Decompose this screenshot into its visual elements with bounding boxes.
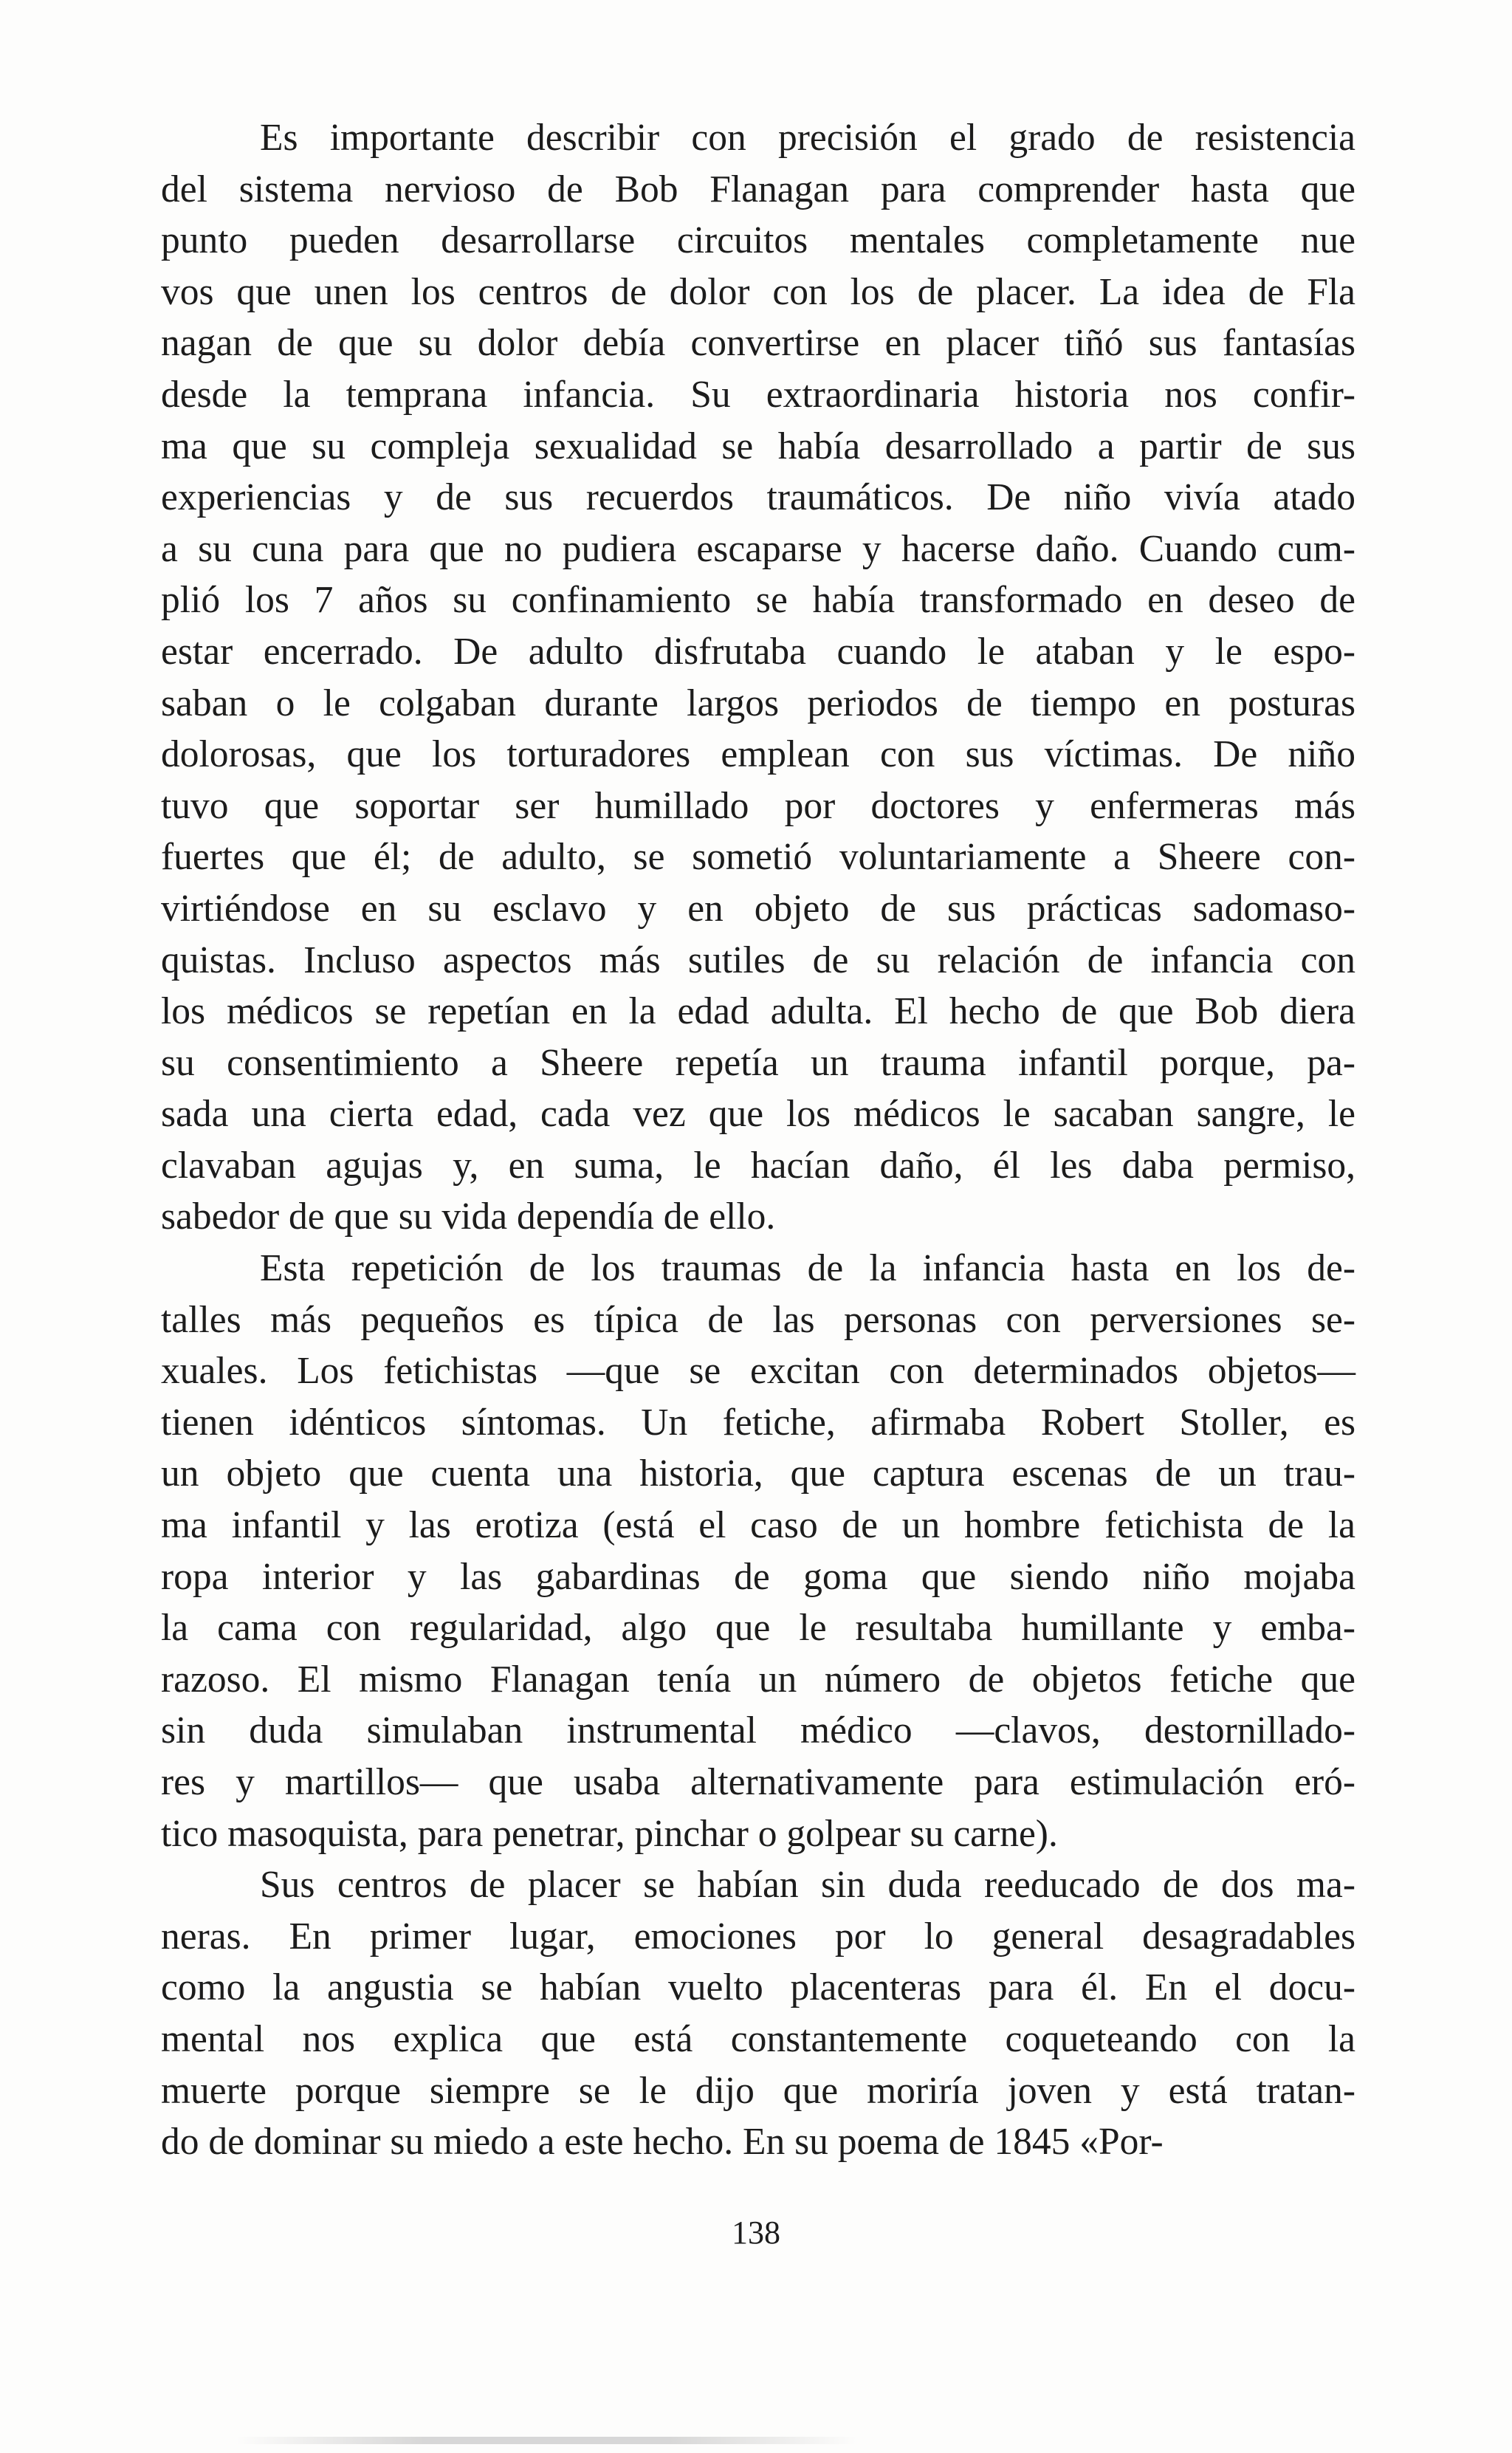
text-line: desde la temprana infancia. Su extraordinaria historia nos confir- <box>161 373 1355 416</box>
text-line: un objeto que cuenta una historia, que captura escenas de un trau- <box>161 1452 1355 1495</box>
text-line: a su cuna para que no pudiera escaparse y hacerse daño. Cuando cum- <box>161 527 1355 570</box>
text-line: dolorosas, que los torturadores emplean con sus víctimas. De niño <box>161 733 1355 776</box>
paragraph <box>161 1859 1355 2168</box>
text-line: muerte porque siempre se le dijo que moriría joven y está tratan- <box>161 2069 1355 2112</box>
body-text <box>161 112 1355 2168</box>
text-line: plió los 7 años su confinamiento se había transformado en deseo de <box>161 579 1355 622</box>
text-line: sada una cierta edad, cada vez que los médicos le sacaban sangre, le <box>161 1093 1355 1136</box>
text-line: saban o le colgaban durante largos periodos de tiempo en posturas <box>161 682 1355 724</box>
text-line: xuales. Los fetichistas —que se excitan con determinados objetos— <box>161 1350 1355 1393</box>
text-line: neras. En primer lugar, emociones por lo general desagradables <box>161 1915 1355 1958</box>
text-line: estar encerrado. De adulto disfrutaba cuando le ataban y le espo- <box>161 630 1355 673</box>
text-line: Esta repetición de los traumas de la infancia hasta en los de- <box>260 1247 1355 1290</box>
text-line: tuvo que soportar ser humillado por doctores y enfermeras más <box>161 784 1355 827</box>
text-line: Sus centros de placer se habían sin duda reeducado de dos ma- <box>260 1864 1355 1907</box>
text-line: quistas. Incluso aspectos más sutiles de su relación de infancia con <box>161 939 1355 981</box>
text-line: ma que su compleja sexualidad se había desarrollado a partir de sus <box>161 425 1355 467</box>
paragraph <box>161 1243 1355 1859</box>
text-line: como la angustia se habían vuelto placenteras para él. En el docu- <box>161 1966 1355 2009</box>
text-line: fuertes que él; de adulto, se sometió voluntariamente a Sheere con- <box>161 836 1355 879</box>
text-line: experiencias y de sus recuerdos traumáticos. De niño vivía atado <box>161 476 1355 519</box>
text-line: su consentimiento a Sheere repetía un trauma infantil porque, pa- <box>161 1041 1355 1084</box>
text-line: punto pueden desarrollarse circuitos mentales completamente nue <box>161 219 1355 262</box>
scan-edge-mark <box>236 2437 856 2444</box>
text-line: mental nos explica que está constantemente coqueteando con la <box>161 2017 1355 2060</box>
text-line: res y martillos— que usaba alternativamente para estimulación eró- <box>161 1761 1355 1803</box>
text-line: Es importante describir con precisión el grado de resistencia <box>260 117 1355 159</box>
text-line: virtiéndose en su esclavo y en objeto de sus prácticas sadomaso- <box>161 887 1355 930</box>
text-line: tico masoquista, para penetrar, pinchar o golpear su carne). <box>161 1812 1058 1855</box>
text-line: sin duda simulaban instrumental médico —clavos, destornillado- <box>161 1709 1355 1752</box>
text-line: ma infantil y las erotiza (está el caso de un hombre fetichista de la <box>161 1504 1355 1547</box>
text-line: vos que unen los centros de dolor con los de placer. La idea de Fla <box>161 270 1355 313</box>
text-line: tienen idénticos síntomas. Un fetiche, afirmaba Robert Stoller, es <box>161 1401 1355 1444</box>
text-line: razoso. El mismo Flanagan tenía un número de objetos fetiche que <box>161 1658 1355 1701</box>
page-number: 138 <box>732 2214 780 2251</box>
text-line: del sistema nervioso de Bob Flanagan para comprender hasta que <box>161 168 1355 210</box>
text-line: clavaban agujas y, en suma, le hacían daño, él les daba permiso, <box>161 1144 1355 1187</box>
text-line: los médicos se repetían en la edad adulta. El hecho de que Bob diera <box>161 990 1355 1033</box>
text-line: la cama con regularidad, algo que le resultaba humillante y emba- <box>161 1607 1355 1650</box>
text-line: ropa interior y las gabardinas de goma que siendo niño mojaba <box>161 1555 1355 1598</box>
paragraph <box>161 112 1355 1243</box>
text-line: talles más pequeños es típica de las personas con perversiones se- <box>161 1298 1355 1341</box>
text-line: do de dominar su miedo a este hecho. En su poema de 1845 «Por- <box>161 2121 1164 2164</box>
text-line: sabedor de que su vida dependía de ello. <box>161 1195 776 1238</box>
text-line: nagan de que su dolor debía convertirse en placer tiñó sus fantasías <box>161 322 1355 365</box>
